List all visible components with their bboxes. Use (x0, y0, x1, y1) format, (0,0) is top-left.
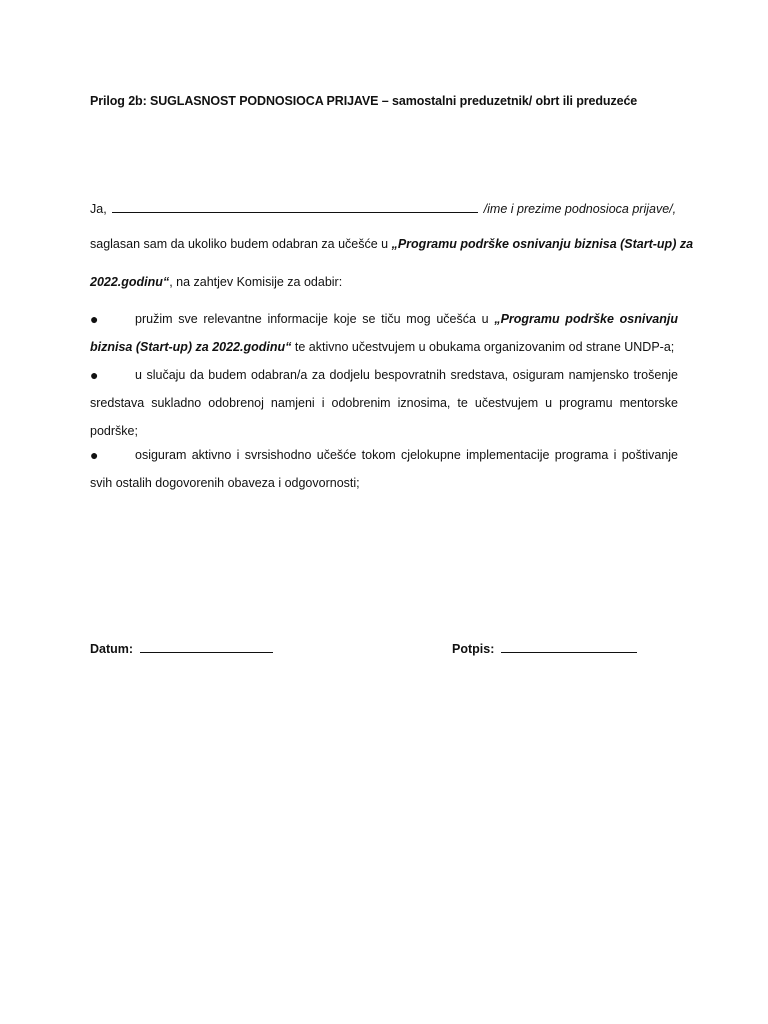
bullet-icon: ● (90, 311, 99, 327)
program-name-part-1: „Programu podrške osnivanju biznisa (Start-up) za (391, 237, 694, 251)
bullet-icon: ● (90, 447, 99, 463)
date-blank (140, 641, 273, 653)
applicant-name-hint: /ime i prezime podnosioca prijave/, (483, 202, 677, 216)
bullet-item-3 (90, 441, 678, 497)
consent-text-start: saglasan sam da ukoliko budem odabran za učešće u (90, 237, 389, 251)
bullet-text-2: u slučaju da budem odabran/a za dodjelu bespovratnih sredstava, osiguram namjensko trošenje sredstava sukladno odobrenoj namjeni i odobrenim iznosima, te učestvujem u programu mentorske podrške; (90, 368, 678, 438)
applicant-name-row (90, 201, 678, 216)
consent-text-end: , na zahtjev Komisije za odabir: (169, 275, 343, 289)
bullet-text-1 (90, 305, 678, 361)
bullet-icon: ● (90, 367, 99, 383)
consent-paragraph-line-1 (90, 237, 694, 251)
bullet-text-3: osiguram aktivno i svrsishodno učešće tokom cjelokupne implementacije programa i poštivanje svih ostalih dogovorenih obaveza i odgovornosti; (90, 448, 678, 490)
program-name-part-2: 2022.godinu“ (90, 275, 170, 289)
applicant-name-blank (112, 201, 478, 213)
bullet-item-1 (90, 305, 678, 361)
signature-field-row (452, 641, 637, 656)
date-label: Datum: (90, 642, 134, 656)
signature-label: Potpis: (452, 642, 495, 656)
bullet-1-text-before: pružim sve relevantne informacije koje se tiču mog učešća u (135, 312, 489, 326)
document-title: Prilog 2b: SUGLASNOST PODNOSIOCA PRIJAVE – samostalni preduzetnik/ obrt ili preduzeće (90, 94, 638, 108)
bullet-1-text-after: te aktivno učestvujem u obukama organizovanim od strane UNDP-a; (294, 340, 675, 354)
date-field-row (90, 641, 273, 656)
consent-paragraph-line-2 (90, 275, 678, 289)
bullet-1-program-name: „Programu podrške osnivanju biznisa (Start-up) za 2022.godinu“ (90, 312, 678, 354)
bullet-item-2 (90, 361, 678, 445)
ja-label: Ja, (90, 202, 107, 216)
signature-blank (501, 641, 637, 653)
